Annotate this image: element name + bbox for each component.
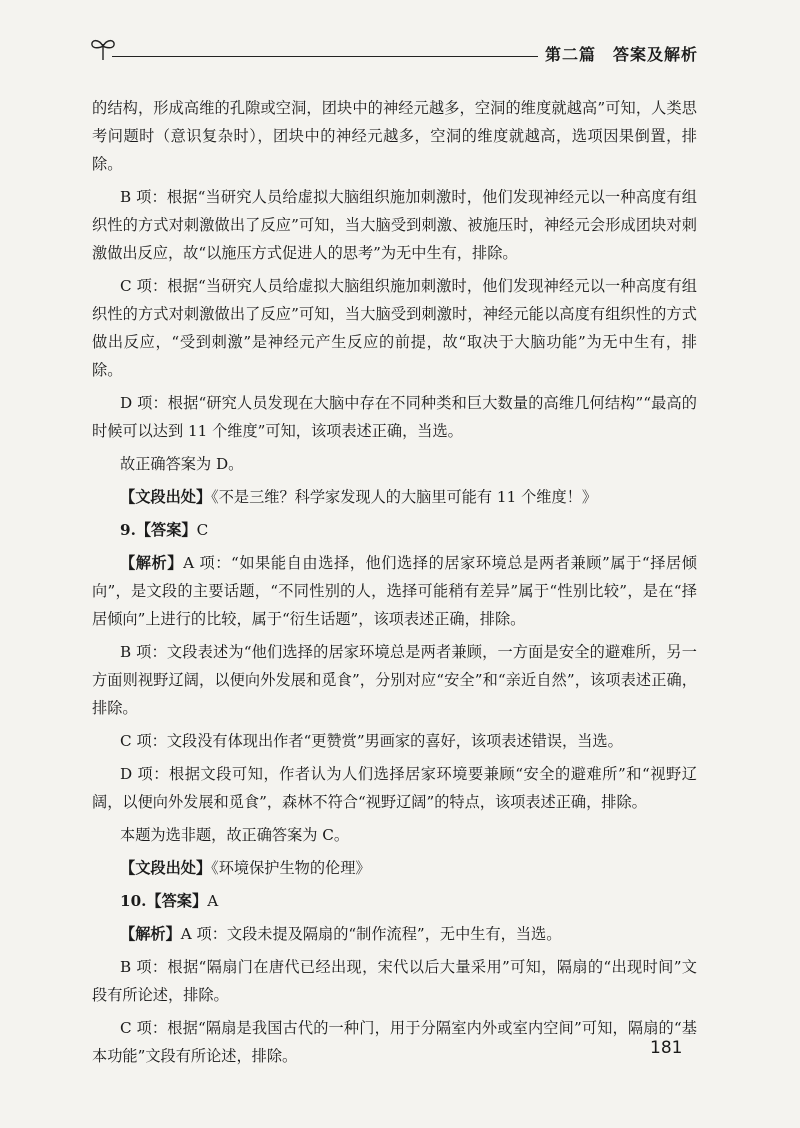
running-header [88,30,698,70]
paragraph [92,450,697,478]
paragraph-text: 故正确答案为 D。 [120,455,244,473]
sprout-icon [88,34,118,62]
paragraph [92,638,697,722]
paragraph-tag: 【文段出处】 [120,488,212,506]
paragraph-tag: 【解析】 [120,925,181,943]
paragraph-text: B 项：根据“当研究人员给虚拟大脑组织施加刺激时，他们发现神经元以一种高度有组织性的方式对刺激做出了反应”可知，当大脑受到刺激、被施压时，神经元会形成团块对刺激做出反应，故“以施压方式促进人的思考”为无中生有，排除。 [92,188,697,262]
paragraph [92,549,697,633]
paragraph-tag: 9.【答案】 [120,521,197,539]
paragraph-text: A 项：“如果能自由选择，他们选择的居家环境总是两者兼顾”属于“择居倾向”，是文段的主要话题，“不同性别的人，选择可能稍有差异”属于“性别比较”，是在“择居倾向”上进行的比较，属于“衍生话题”，该项表述正确，排除。 [92,554,697,628]
page-body [92,94,697,1075]
paragraph [92,953,697,1009]
paragraph-text: 本题为选非题，故正确答案为 C。 [120,826,350,844]
paragraph-text: C [196,521,209,539]
paragraph-text: C 项：文段没有体现出作者“更赞赏”男画家的喜好，该项表述错误，当选。 [120,732,623,750]
paragraph [92,516,697,544]
paragraph [92,483,697,511]
paragraph-text: D 项：根据“研究人员发现在大脑中存在不同种类和巨大数量的高维几何结构”“最高的时候可以达到 11 个维度”可知，该项表述正确，当选。 [92,394,697,440]
paragraph-tag: 10.【答案】 [120,892,208,910]
paragraph [92,272,697,384]
page-number: 181 [650,1038,683,1058]
paragraph-text: D 项：根据文段可知，作者认为人们选择居家环境要兼顾“安全的避难所”和“视野辽阔，以便向外发展和觅食”，森林不符合“视野辽阔”的特点，该项表述正确，排除。 [92,765,697,811]
paragraph [92,183,697,267]
paragraph [92,94,697,178]
paragraph [92,821,697,849]
paragraph-tag: 【解析】 [120,554,184,572]
paragraph-text: A [207,892,219,910]
paragraph-text: C 项：根据“隔扇是我国古代的一种门，用于分隔室内外或室内空间”可知，隔扇的“基本功能”文段有所论述，排除。 [92,1019,697,1065]
paragraph-text: A 项：文段未提及隔扇的“制作流程”，无中生有，当选。 [180,925,562,943]
paragraph-text: 的结构，形成高维的孔隙或空洞，团块中的神经元越多，空洞的维度就越高”可知，人类思考问题时（意识复杂时），团块中的神经元越多，空洞的维度就越高，选项因果倒置，排除。 [92,99,697,173]
paragraph [92,920,697,948]
paragraph [92,887,697,915]
paragraph-tag: 【文段出处】 [120,859,212,877]
paragraph-text: 《不是三维？科学家发现人的大脑里可能有 11 个维度！》 [211,488,598,506]
paragraph-text: B 项：文段表述为“他们选择的居家环境总是两者兼顾，一方面是安全的避难所，另一方面则视野辽阔，以便向外发展和觅食”，分别对应“安全”和“亲近自然”，该项表述正确，排除。 [92,643,697,717]
paragraph [92,727,697,755]
paragraph-text: B 项：根据“隔扇门在唐代已经出现，宋代以后大量采用”可知，隔扇的“出现时间”文段有所论述，排除。 [92,958,697,1004]
paragraph [92,1014,697,1070]
paragraph-text: 《环境保护生物的伦理》 [211,859,371,877]
section-title: 第二篇 答案及解析 [544,45,698,64]
paragraph [92,389,697,445]
paragraph [92,854,697,882]
paragraph [92,760,697,816]
paragraph-text: C 项：根据“当研究人员给虚拟大脑组织施加刺激时，他们发现神经元以一种高度有组织性的方式对刺激做出了反应”可知，当大脑受到刺激时，神经元能以高度有组织性的方式做出反应，“受到刺激”是神经元产生反应的前提，故“取决于大脑功能”为无中生有，排除。 [92,277,697,379]
header-rule [112,56,538,57]
